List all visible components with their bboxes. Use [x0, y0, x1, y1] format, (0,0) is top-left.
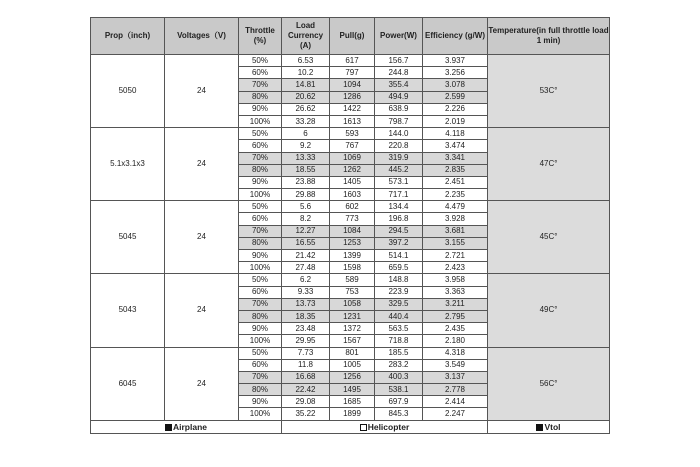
pull-cell: 1495 — [330, 384, 375, 396]
prop-cell: 5043 — [91, 274, 165, 347]
load-current-cell: 23.88 — [282, 176, 330, 188]
throttle-cell: 100% — [239, 408, 282, 420]
header-prop: Prop（inch) — [91, 18, 165, 55]
power-cell: 538.1 — [375, 384, 423, 396]
throttle-cell: 50% — [239, 55, 282, 67]
throttle-cell: 60% — [239, 286, 282, 298]
throttle-cell: 50% — [239, 347, 282, 359]
load-current-cell: 7.73 — [282, 347, 330, 359]
efficiency-cell: 2.451 — [423, 176, 488, 188]
header-power: Power(W) — [375, 18, 423, 55]
efficiency-cell: 2.795 — [423, 310, 488, 322]
pull-cell: 767 — [330, 140, 375, 152]
pull-cell: 1899 — [330, 408, 375, 420]
header-temperature: Temperature(in full throttle load 1 min) — [488, 18, 610, 55]
temperature-cell: 56C° — [488, 347, 610, 420]
pull-cell: 753 — [330, 286, 375, 298]
throttle-cell: 90% — [239, 176, 282, 188]
throttle-cell: 80% — [239, 237, 282, 249]
efficiency-cell: 2.778 — [423, 384, 488, 396]
pull-cell: 1231 — [330, 310, 375, 322]
efficiency-cell: 3.341 — [423, 152, 488, 164]
power-cell: 400.3 — [375, 371, 423, 383]
throttle-cell: 70% — [239, 371, 282, 383]
load-current-cell: 8.2 — [282, 213, 330, 225]
power-cell: 514.1 — [375, 250, 423, 262]
power-cell: 563.5 — [375, 323, 423, 335]
table-row — [91, 128, 610, 140]
efficiency-cell: 3.681 — [423, 225, 488, 237]
power-cell: 185.5 — [375, 347, 423, 359]
load-current-cell: 26.62 — [282, 103, 330, 115]
pull-cell: 593 — [330, 128, 375, 140]
legend-row — [91, 420, 610, 433]
power-cell: 798.7 — [375, 115, 423, 127]
throttle-cell: 100% — [239, 189, 282, 201]
header-voltages: Voltages（V) — [165, 18, 239, 55]
throttle-cell: 70% — [239, 298, 282, 310]
pull-cell: 1084 — [330, 225, 375, 237]
efficiency-cell: 3.474 — [423, 140, 488, 152]
efficiency-cell: 2.721 — [423, 250, 488, 262]
voltage-cell: 24 — [165, 55, 239, 128]
load-current-cell: 29.88 — [282, 189, 330, 201]
pull-cell: 1422 — [330, 103, 375, 115]
efficiency-cell: 3.937 — [423, 55, 488, 67]
pull-cell: 1603 — [330, 189, 375, 201]
load-current-cell: 18.35 — [282, 310, 330, 322]
legend-cell-airplane — [91, 420, 282, 433]
load-current-cell: 10.2 — [282, 67, 330, 79]
throttle-cell: 50% — [239, 128, 282, 140]
legend-cell-vtol — [488, 420, 610, 433]
pull-cell: 617 — [330, 55, 375, 67]
pull-cell: 797 — [330, 67, 375, 79]
load-current-cell: 9.33 — [282, 286, 330, 298]
table-row — [91, 201, 610, 213]
header-load-current: Load Currency (A) — [282, 18, 330, 55]
power-cell: 718.8 — [375, 335, 423, 347]
load-current-cell: 14.81 — [282, 79, 330, 91]
prop-cell: 5050 — [91, 55, 165, 128]
load-current-cell: 6.2 — [282, 274, 330, 286]
pull-cell: 1286 — [330, 91, 375, 103]
power-cell: 134.4 — [375, 201, 423, 213]
pull-cell: 1399 — [330, 250, 375, 262]
legend-label-vtol: Vtol — [544, 421, 561, 432]
throttle-cell: 70% — [239, 152, 282, 164]
throttle-cell: 60% — [239, 67, 282, 79]
efficiency-cell: 2.599 — [423, 91, 488, 103]
throttle-cell: 70% — [239, 225, 282, 237]
load-current-cell: 13.33 — [282, 152, 330, 164]
pull-cell: 1256 — [330, 371, 375, 383]
throttle-cell: 60% — [239, 213, 282, 225]
load-current-cell: 33.28 — [282, 115, 330, 127]
efficiency-cell: 4.479 — [423, 201, 488, 213]
load-current-cell: 13.73 — [282, 298, 330, 310]
power-cell: 717.1 — [375, 189, 423, 201]
motor-performance-table — [90, 17, 610, 434]
pull-cell: 1685 — [330, 396, 375, 408]
efficiency-cell: 4.318 — [423, 347, 488, 359]
power-cell: 697.9 — [375, 396, 423, 408]
load-current-cell: 12.27 — [282, 225, 330, 237]
throttle-cell: 50% — [239, 201, 282, 213]
power-cell: 220.8 — [375, 140, 423, 152]
load-current-cell: 29.08 — [282, 396, 330, 408]
pull-cell: 801 — [330, 347, 375, 359]
power-cell: 845.3 — [375, 408, 423, 420]
power-cell: 397.2 — [375, 237, 423, 249]
power-cell: 148.8 — [375, 274, 423, 286]
efficiency-cell: 2.019 — [423, 115, 488, 127]
pull-cell: 1262 — [330, 164, 375, 176]
load-current-cell: 5.6 — [282, 201, 330, 213]
throttle-cell: 90% — [239, 323, 282, 335]
voltage-cell: 24 — [165, 201, 239, 274]
power-cell: 659.5 — [375, 262, 423, 274]
power-cell: 283.2 — [375, 359, 423, 371]
load-current-cell: 6 — [282, 128, 330, 140]
prop-cell: 6045 — [91, 347, 165, 420]
table-row — [91, 347, 610, 359]
header-efficiency: Efficiency (g/W) — [423, 18, 488, 55]
pull-cell: 1058 — [330, 298, 375, 310]
temperature-cell: 45C° — [488, 201, 610, 274]
efficiency-cell: 2.235 — [423, 189, 488, 201]
load-current-cell: 35.22 — [282, 408, 330, 420]
power-cell: 156.7 — [375, 55, 423, 67]
header-throttle: Throttle (%) — [239, 18, 282, 55]
throttle-cell: 90% — [239, 103, 282, 115]
throttle-cell: 60% — [239, 359, 282, 371]
load-current-cell: 16.68 — [282, 371, 330, 383]
power-cell: 355.4 — [375, 79, 423, 91]
load-current-cell: 20.62 — [282, 91, 330, 103]
efficiency-cell: 3.363 — [423, 286, 488, 298]
voltage-cell: 24 — [165, 347, 239, 420]
throttle-cell: 80% — [239, 310, 282, 322]
efficiency-cell: 2.435 — [423, 323, 488, 335]
load-current-cell: 27.48 — [282, 262, 330, 274]
load-current-cell: 21.42 — [282, 250, 330, 262]
filled-square-icon — [165, 424, 172, 431]
efficiency-cell: 3.958 — [423, 274, 488, 286]
throttle-cell: 80% — [239, 164, 282, 176]
table-row — [91, 55, 610, 67]
pull-cell: 1405 — [330, 176, 375, 188]
pull-cell: 1005 — [330, 359, 375, 371]
pull-cell: 1094 — [330, 79, 375, 91]
header-row — [91, 18, 610, 55]
throttle-cell: 90% — [239, 250, 282, 262]
efficiency-cell: 3.256 — [423, 67, 488, 79]
pull-cell: 602 — [330, 201, 375, 213]
efficiency-cell: 3.211 — [423, 298, 488, 310]
throttle-cell: 90% — [239, 396, 282, 408]
throttle-cell: 70% — [239, 79, 282, 91]
power-cell: 244.8 — [375, 67, 423, 79]
pull-cell: 1372 — [330, 323, 375, 335]
load-current-cell: 16.55 — [282, 237, 330, 249]
load-current-cell: 11.8 — [282, 359, 330, 371]
temperature-cell: 49C° — [488, 274, 610, 347]
power-cell: 294.5 — [375, 225, 423, 237]
pull-cell: 773 — [330, 213, 375, 225]
throttle-cell: 100% — [239, 335, 282, 347]
pull-cell: 1567 — [330, 335, 375, 347]
efficiency-cell: 3.928 — [423, 213, 488, 225]
throttle-cell: 100% — [239, 262, 282, 274]
power-cell: 445.2 — [375, 164, 423, 176]
pull-cell: 1598 — [330, 262, 375, 274]
power-cell: 440.4 — [375, 310, 423, 322]
load-current-cell: 29.95 — [282, 335, 330, 347]
load-current-cell: 22.42 — [282, 384, 330, 396]
efficiency-cell: 2.247 — [423, 408, 488, 420]
efficiency-cell: 3.155 — [423, 237, 488, 249]
power-cell: 573.1 — [375, 176, 423, 188]
efficiency-cell: 4.118 — [423, 128, 488, 140]
voltage-cell: 24 — [165, 128, 239, 201]
efficiency-cell: 2.423 — [423, 262, 488, 274]
efficiency-cell: 2.414 — [423, 396, 488, 408]
power-cell: 196.8 — [375, 213, 423, 225]
load-current-cell: 23.48 — [282, 323, 330, 335]
pull-cell: 1253 — [330, 237, 375, 249]
power-cell: 319.9 — [375, 152, 423, 164]
throttle-cell: 80% — [239, 384, 282, 396]
power-cell: 494.9 — [375, 91, 423, 103]
prop-cell: 5.1x3.1x3 — [91, 128, 165, 201]
efficiency-cell: 3.137 — [423, 371, 488, 383]
pull-cell: 589 — [330, 274, 375, 286]
load-current-cell: 9.2 — [282, 140, 330, 152]
power-cell: 638.9 — [375, 103, 423, 115]
efficiency-cell: 2.226 — [423, 103, 488, 115]
efficiency-cell: 2.835 — [423, 164, 488, 176]
throttle-cell: 80% — [239, 91, 282, 103]
table-body — [91, 55, 610, 421]
legend-label-airplane: Airplane — [172, 421, 207, 432]
pull-cell: 1069 — [330, 152, 375, 164]
efficiency-cell: 3.549 — [423, 359, 488, 371]
pull-cell: 1613 — [330, 115, 375, 127]
efficiency-cell: 2.180 — [423, 335, 488, 347]
efficiency-cell: 3.078 — [423, 79, 488, 91]
temperature-cell: 47C° — [488, 128, 610, 201]
voltage-cell: 24 — [165, 274, 239, 347]
table-row — [91, 274, 610, 286]
legend-label-helicopter: Helicopter — [367, 421, 410, 432]
power-cell: 144.0 — [375, 128, 423, 140]
load-current-cell: 6.53 — [282, 55, 330, 67]
filled-square-icon — [536, 424, 543, 431]
power-cell: 329.5 — [375, 298, 423, 310]
prop-cell: 5045 — [91, 201, 165, 274]
temperature-cell: 53C° — [488, 55, 610, 128]
header-pull: Pull(g) — [330, 18, 375, 55]
power-cell: 223.9 — [375, 286, 423, 298]
throttle-cell: 100% — [239, 115, 282, 127]
legend-cell-helicopter — [282, 420, 488, 433]
hollow-square-icon — [360, 424, 367, 431]
load-current-cell: 18.55 — [282, 164, 330, 176]
throttle-cell: 50% — [239, 274, 282, 286]
throttle-cell: 60% — [239, 140, 282, 152]
